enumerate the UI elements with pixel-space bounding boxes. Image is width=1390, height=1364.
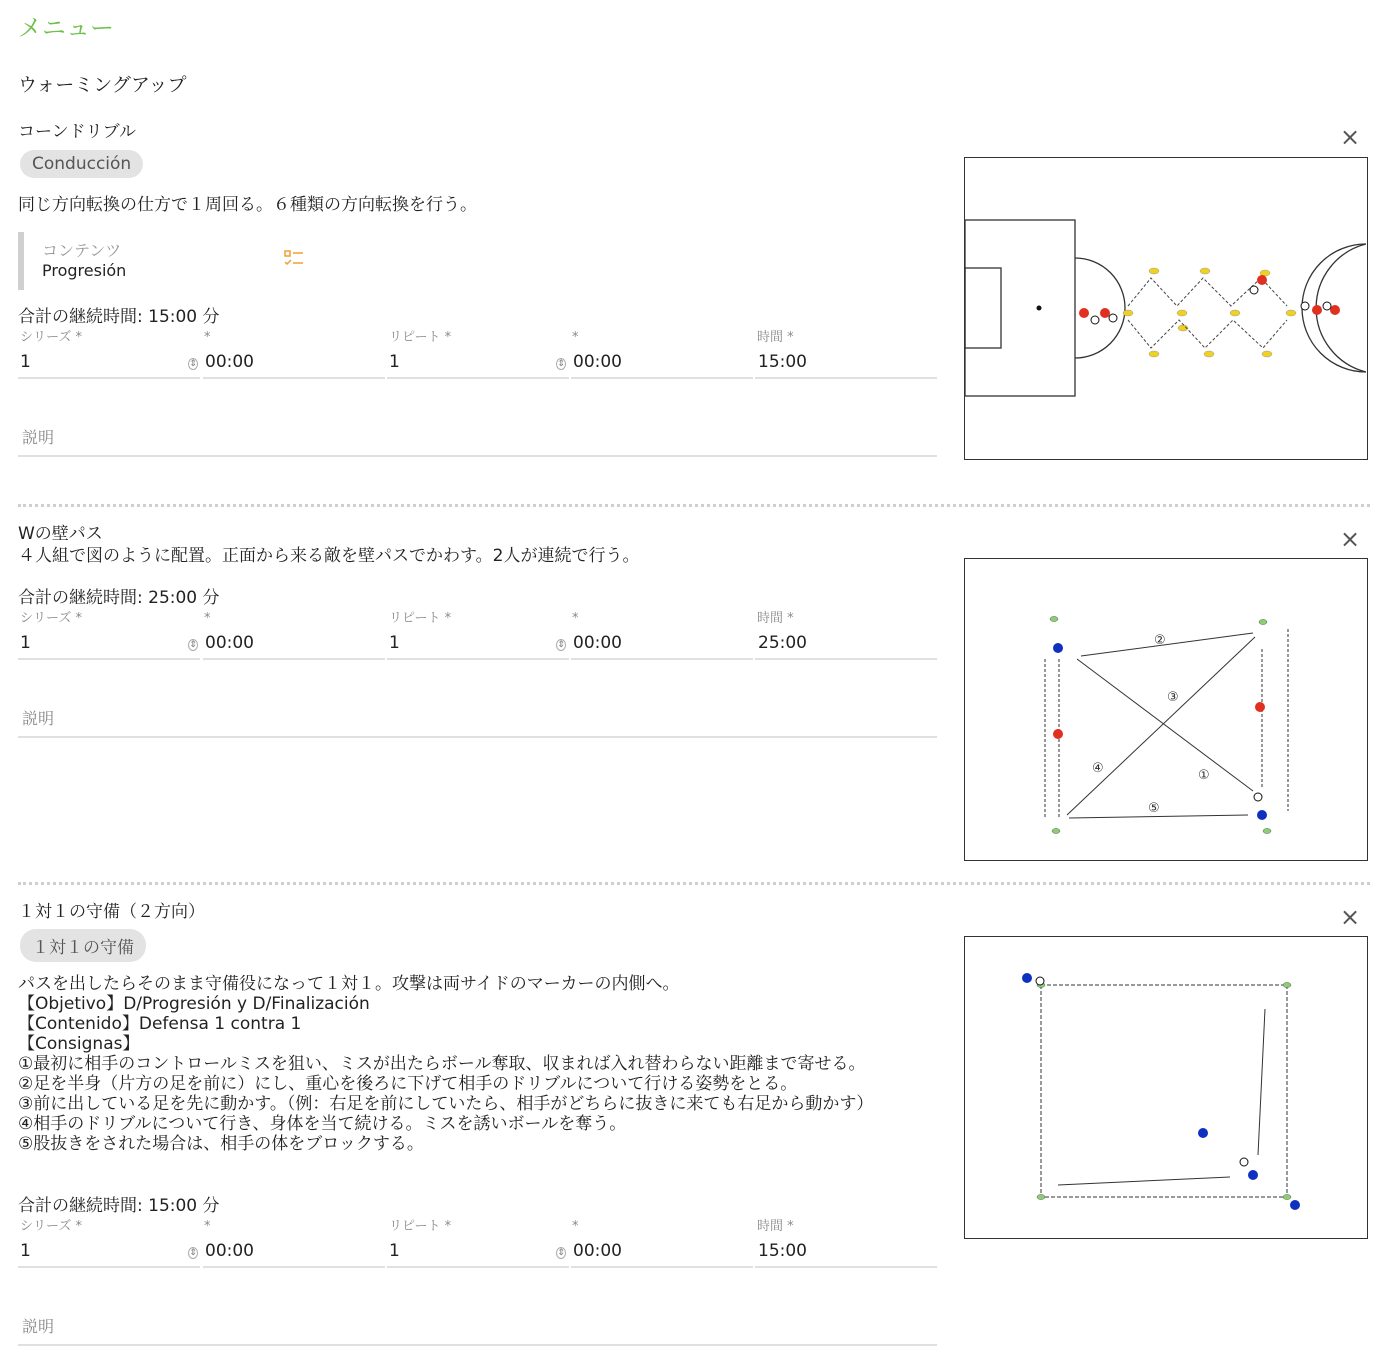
rest-input[interactable]: 00:00 <box>205 1241 254 1261</box>
exercise-tag: Conducción <box>20 150 143 178</box>
repeat-underline <box>387 377 569 379</box>
stepper-icon[interactable]: ⇕ <box>557 640 565 650</box>
rest-underline <box>571 377 753 379</box>
diagram-label: ④ <box>1092 761 1104 776</box>
rest-underline <box>203 1266 385 1268</box>
repeat-input[interactable]: 1 <box>389 1241 400 1261</box>
time-input[interactable]: 15:00 <box>758 1241 807 1261</box>
time-underline <box>755 658 937 660</box>
time-label: 時間 * <box>757 1219 794 1234</box>
exercise-diagram <box>964 157 1368 460</box>
series-underline <box>18 377 200 379</box>
menu-title: メニュー <box>18 14 114 42</box>
rest-underline <box>571 1266 753 1268</box>
rest-underline <box>203 377 385 379</box>
series-underline <box>18 1266 200 1268</box>
exercise-tag: １対１の守備 <box>20 929 146 962</box>
content-box <box>18 232 282 290</box>
exercise-diagram <box>964 936 1368 1239</box>
stepper-icon[interactable]: ⇕ <box>557 359 565 369</box>
series-underline <box>18 658 200 660</box>
close-icon[interactable]: × <box>1340 525 1361 553</box>
series-label: シリーズ * <box>20 1219 82 1234</box>
rest-label: * <box>204 1219 211 1234</box>
separator <box>18 504 1370 507</box>
total-duration: 合計の継続時間: 15:00 分 <box>18 1196 220 1216</box>
rest-underline <box>203 658 385 660</box>
exercise-description: 同じ方向転換の仕方で１周回る。６種類の方向転換を行う。 <box>18 195 477 215</box>
series-input[interactable]: 1 <box>20 1241 31 1261</box>
description-underline <box>18 736 937 738</box>
close-icon[interactable]: × <box>1340 123 1361 151</box>
diagram-label: ① <box>1198 768 1210 783</box>
time-underline <box>755 1266 937 1268</box>
stepper-icon[interactable]: ⇕ <box>189 359 197 369</box>
content-value: Progresión <box>42 261 127 280</box>
series-label: シリーズ * <box>20 330 82 345</box>
section-title: ウォーミングアップ <box>18 74 187 96</box>
stepper-icon[interactable]: ⇕ <box>189 640 197 650</box>
description-field[interactable]: 説明 <box>22 709 55 728</box>
repeat-label: リピート * <box>389 330 452 345</box>
rest-label: * <box>572 1219 579 1234</box>
exercise-description: パスを出したらそのまま守備役になって１対１。攻撃は両サイドのマーカーの内側へ。 【Objetivo】D/Progresión y D/Finalización 【Contenido】Defensa 1 contra 1 【Consignas】 ①最初に相手のコントロールミスを狙い、ミスが出たらボール奪取、収まれば入れ替わらない距離まで寄せる。 ②足を半身（片方の足を前に）にし、重心を後ろに下げて相手のドリブルについて行ける姿勢をとる。 ③前に出している足を先に動かす。（例：右足を前にしていたら、相手がどちらに抜きに来ても右足から動かす） ④相手のドリブルについて行き、身体を当て続ける。ミスを誘いボールを奪う。 ⑤股抜きをされた場合は、相手の体をブロックする。 <box>18 974 874 1154</box>
separator <box>18 882 1370 885</box>
rest-label: * <box>572 330 579 345</box>
total-duration: 合計の継続時間: 15:00 分 <box>18 307 220 327</box>
rest-input[interactable]: 00:00 <box>573 352 622 372</box>
rest-label: * <box>204 611 211 626</box>
content-label: コンテンツ <box>42 241 122 260</box>
total-duration: 合計の継続時間: 25:00 分 <box>18 588 220 608</box>
series-label: シリーズ * <box>20 611 82 626</box>
checklist-icon[interactable] <box>283 248 305 275</box>
diagram-label: ② <box>1154 633 1166 648</box>
rest-label: * <box>204 330 211 345</box>
stepper-icon[interactable]: ⇕ <box>557 1248 565 1258</box>
diagram-label: ⑤ <box>1148 801 1160 816</box>
series-input[interactable]: 1 <box>20 352 31 372</box>
exercise-title: １対１の守備（２方向） <box>18 902 205 922</box>
exercise-title: コーンドリブル <box>18 122 136 142</box>
repeat-label: リピート * <box>389 611 452 626</box>
repeat-input[interactable]: 1 <box>389 633 400 653</box>
time-input[interactable]: 25:00 <box>758 633 807 653</box>
description-field[interactable]: 説明 <box>22 428 55 447</box>
rest-input[interactable]: 00:00 <box>205 633 254 653</box>
series-input[interactable]: 1 <box>20 633 31 653</box>
time-label: 時間 * <box>757 611 794 626</box>
repeat-input[interactable]: 1 <box>389 352 400 372</box>
rest-label: * <box>572 611 579 626</box>
rest-input[interactable]: 00:00 <box>205 352 254 372</box>
exercise-diagram <box>964 558 1368 861</box>
exercise-description: ４人組で図のように配置。正面から来る敵を壁パスでかわす。2人が連続で行う。 <box>18 546 640 566</box>
description-field[interactable]: 説明 <box>22 1317 55 1336</box>
time-underline <box>755 377 937 379</box>
repeat-underline <box>387 658 569 660</box>
rest-input[interactable]: 00:00 <box>573 1241 622 1261</box>
time-input[interactable]: 15:00 <box>758 352 807 372</box>
time-label: 時間 * <box>757 330 794 345</box>
description-underline <box>18 1344 937 1346</box>
exercise-title: Wの壁パス <box>18 524 103 544</box>
description-underline <box>18 455 937 457</box>
close-icon[interactable]: × <box>1340 903 1361 931</box>
repeat-underline <box>387 1266 569 1268</box>
diagram-label: ③ <box>1167 690 1179 705</box>
rest-underline <box>571 658 753 660</box>
rest-input[interactable]: 00:00 <box>573 633 622 653</box>
stepper-icon[interactable]: ⇕ <box>189 1248 197 1258</box>
repeat-label: リピート * <box>389 1219 452 1234</box>
